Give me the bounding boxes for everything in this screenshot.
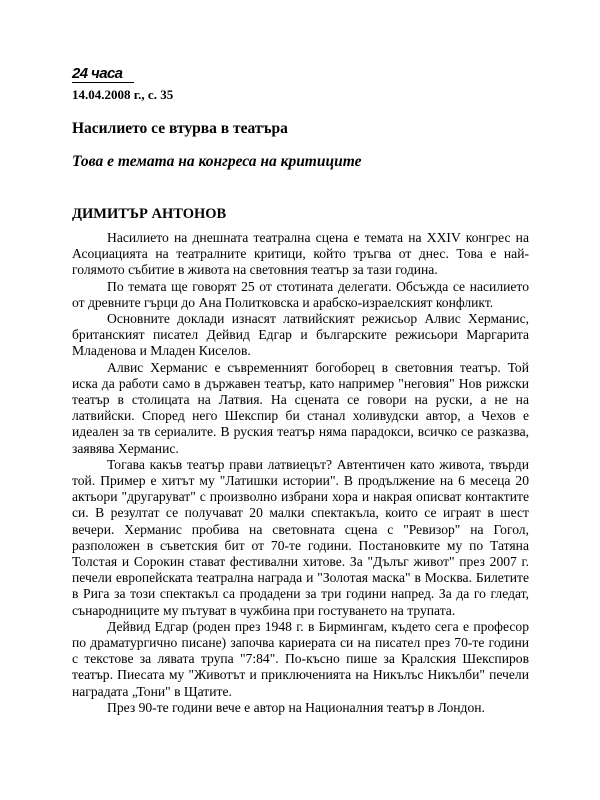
newspaper-logo-text: 24 часа xyxy=(72,65,123,82)
article-title: Насилието се втурва в театъра xyxy=(72,120,288,137)
article-body xyxy=(72,230,529,716)
newspaper-logo xyxy=(72,66,134,86)
article-paragraph: Насилието на днешната театрална сцена е темата на XXIV конгрес на Асоциацията на театралните критици, който тръгва от днес. Това е най-голямото събитие в живота на световния театър за тази година. xyxy=(72,230,529,278)
article-paragraph: Основните доклади изнасят латвийският режисьор Алвис Херманис, британският писател Дейвид Едгар и българските режисьори Маргарита Младенова и Младен Киселов. xyxy=(72,311,529,359)
article-paragraph: Дейвид Едгар (роден през 1948 г. в Бирмингам, където сега е професор по драматургично писане) започва кариерата си на писател през 70-те години с текстове за лявата трупа "7:84". По-късно пише за Кралския Шекспиров театър. Пиесата му "Животът и приключенията на Никълъс Никълби" печели наградата „Тони" в Щатите. xyxy=(72,618,529,699)
article-paragraph: Алвис Херманис е съвременният богоборец в световния театър. Той иска да работи само в държавен театър, като например "неговия" Нов рижски театър в столицата на Латвия. На сцената се говори на руски, а не на латвийски. Според него Шекспир би станал холивудски автор, а Чехов е идеален за тв сериалите. В руския театър няма парадокси, всичко се разказва, заявява Херманис. xyxy=(72,359,529,456)
article-paragraph: Тогава какъв театър прави латвиецът? Автентичен като живота, твърди той. Пример е хитът му "Латишки истории". В продължение на 6 месеца 20 актьори "другаруват" с произволно избрани хора и накрая описват контактите си. В резултат се получават 20 малки спектакъла, които се играят в шест вечери. Херманис пробива на световната сцена с "Ревизор" на Гогол, разположен в съветския бит от 70-те години. Постановките му по Татяна Толстая и Сорокин стават фестивални хитове. За "Дълъг живот" през 2007 г. печели европейската театрална награда и "Золотая маска" в Москва. Билетите в Рига за този спектакъл са продадени за три години напред. За да го гледат, сънародниците му пътуват в чужбина при гостуването на трупата. xyxy=(72,456,529,618)
article-author: ДИМИТЪР АНТОНОВ xyxy=(72,206,227,222)
article-paragraph: През 90-те години вече е автор на Националния театър в Лондон. xyxy=(107,699,485,715)
article-subtitle: Това е темата на конгреса на критиците xyxy=(72,153,362,170)
article-paragraph: По темата ще говорят 25 от стотината делегати. Обсъжда се насилието от древните гърци до Ана Политковска и арабско-израелският конфликт. xyxy=(72,278,529,310)
logo-underline xyxy=(72,82,134,83)
issue-date-page: 14.04.2008 г., с. 35 xyxy=(72,87,174,102)
